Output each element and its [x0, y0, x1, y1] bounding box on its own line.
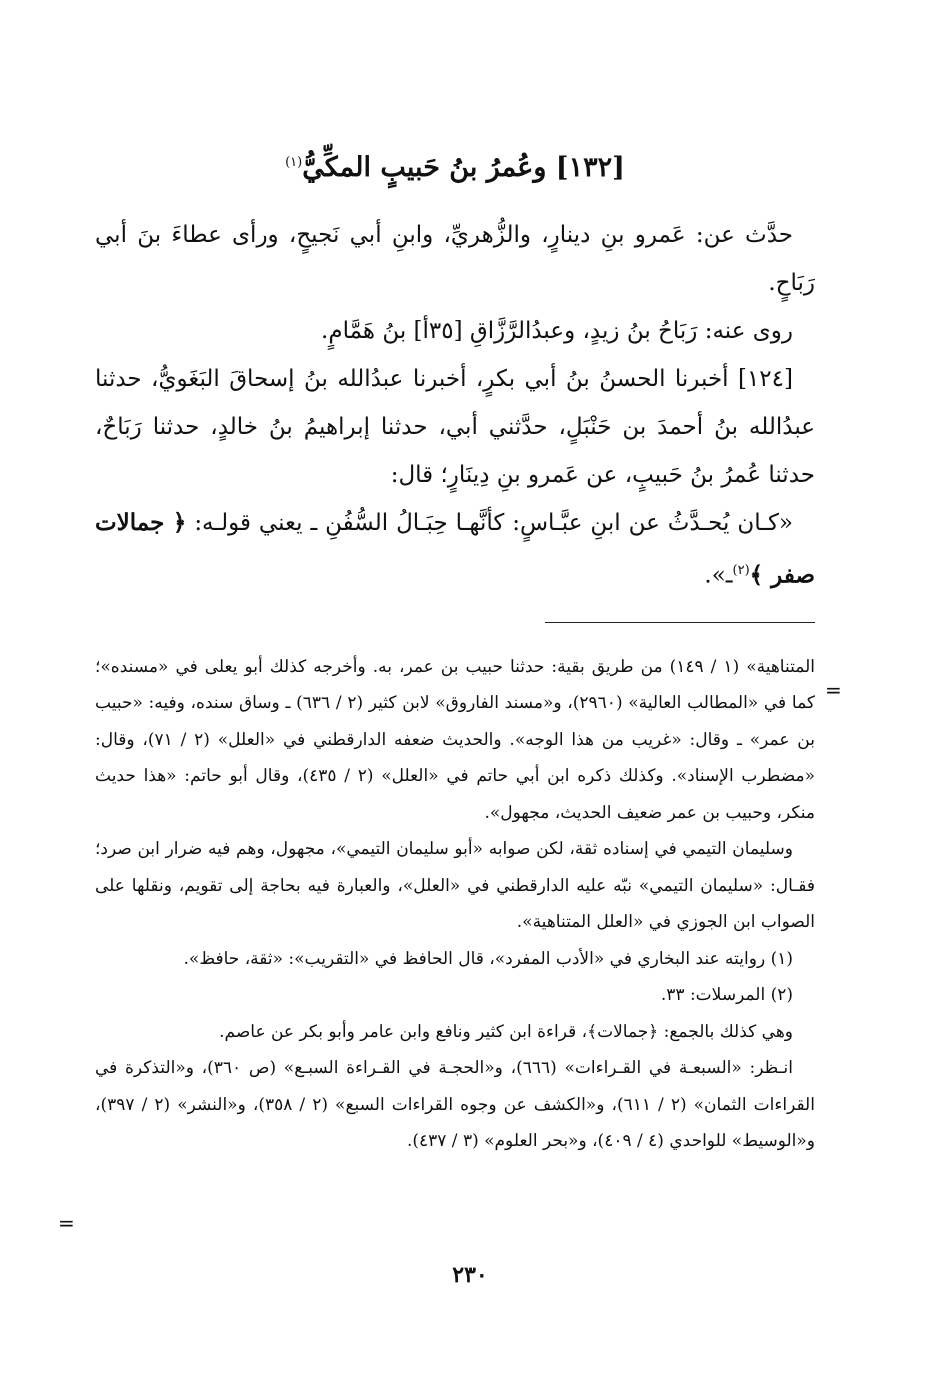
heading-footnote-ref: (١) [285, 155, 303, 170]
narrators-paragraph: روى عنه: رَبَاحُ بنُ زيدٍ، وعبدُالرَّزَّاقِ [٣٥أ] بنُ هَمَّامٍ. [321, 318, 793, 344]
footnote-2-sources: انـظر: «السبعـة في القـراءات» (٦٦٦)، و«الحجـة في القـراءة السبـع» (ص ٣٦٠)، و«التذكرة في القراءات الثمان» (٢ / ٦١١)، و«الكشف عن وجوه القراءات السبع» (٢ / ٣٥٨)، و«النشر» (٢ / ٣٩٧)، و«الوسيط» للواحدي (٤ / ٤٠٩)، و«بحر العلوم» (٣ / ٤٣٧). [95, 1058, 815, 1152]
hadith-text-paragraph [95, 499, 815, 600]
footnote-2-reading: وهي كذلك بالجمع: ﴿جمالات﴾، قراءة ابن كثير ونافع وابن عامر وأبو بكر عن عاصم. [219, 1021, 793, 1042]
narrated-from-paragraph: حدَّث عن: عَمرو بنِ دينارٍ، والزُّهريِّ، وابنِ أبي نَجيحٍ، ورأى عطاءَ بنَ أبي رَبَاحٍ. [95, 222, 815, 296]
hadith-text-start: «كـان يُحـدَّثُ عن ابنِ عبَّـاسٍ: كأنَّهـا حِبَـالُ السُّفُنِ ـ يعني قولـه: [194, 510, 794, 536]
continuation-mark-top: = [825, 678, 842, 702]
hadith-chain-paragraph: [١٢٤] أخبرنا الحسنُ بنُ أبي بكرٍ، أخبرنا عبدُالله بنُ إسحاقَ البَغَويُّ، حدثنا عبدُالله بنُ أحمدَ بن حَنْبَلٍ، حدَّثني أبي، حدثنا إبراهيمُ بنُ خالدٍ، حدثنا رَبَاحٌ، حدثنا عُمرُ بنُ حَبيبٍ، عن عَمرو بنِ دِينَارٍ؛ قال: [95, 366, 815, 488]
footnote-continued: المتناهية» (١ / ١٤٩) من طريق بقية: حدثنا حبيب بن عمر، به. وأخرجه كذلك أبو يعلى في «مسنده»؛ كما في «المطالب العالية» (٢٩٦٠)، و«مسند الفاروق» لابن كثير (٢ / ٦٣٦) ـ وساق سنده، وفيه: «حبيب بن عمر» ـ وقال: «غريب من هذا الوجه». والحديث ضعفه الدارقطني في «العلل» (٢ / ٧١)، وقال: «مضطرب الإسناد». وكذلك ذكره ابن أبي حاتم في «العلل» (٢ / ٤٣٥)، وقال أبو حاتم: «هذا حديث منكر، وحبيب بن عمر ضعيف الحديث، مجهول». [95, 656, 815, 823]
continuation-mark-bottom: = [58, 1211, 75, 1235]
hadith-text-end: ـ». [704, 562, 733, 589]
verse-footnote-ref: (٢) [732, 563, 750, 578]
footnote-separator [545, 622, 815, 623]
page-body [95, 140, 815, 1160]
quran-verse: ﴿ جمالات صفر ﴾ [95, 509, 815, 589]
entry-heading-text: [١٣٢] وعُمرُ بنُ حَبيبٍ المكِّيُّ [302, 152, 625, 183]
footnote-1: (١) روايته عند البخاري في «الأدب المفرد»، قال الحافظ في «التقريب»: «ثقة، حافظ». [183, 948, 793, 969]
page-number: ٢٣٠ [452, 1262, 488, 1288]
main-text [95, 211, 815, 600]
footnote-continued-2: وسليمان التيمي في إسناده ثقة، لكن صوابه «أبو سليمان التيمي»، مجهول، وهم فيه ضرار ابن صرد؛ فقـال: «سليمان التيمي» نبّه عليه الدارقطني في «العلل»، والعبارة فيه بحاجة إلى تقويم، ونقلها على الصواب ابن الجوزي في «العلل المتناهية». [95, 839, 815, 933]
entry-heading [95, 140, 815, 191]
footnote-2: (٢) المرسلات: ٣٣. [660, 985, 793, 1006]
footnotes [95, 649, 815, 1160]
